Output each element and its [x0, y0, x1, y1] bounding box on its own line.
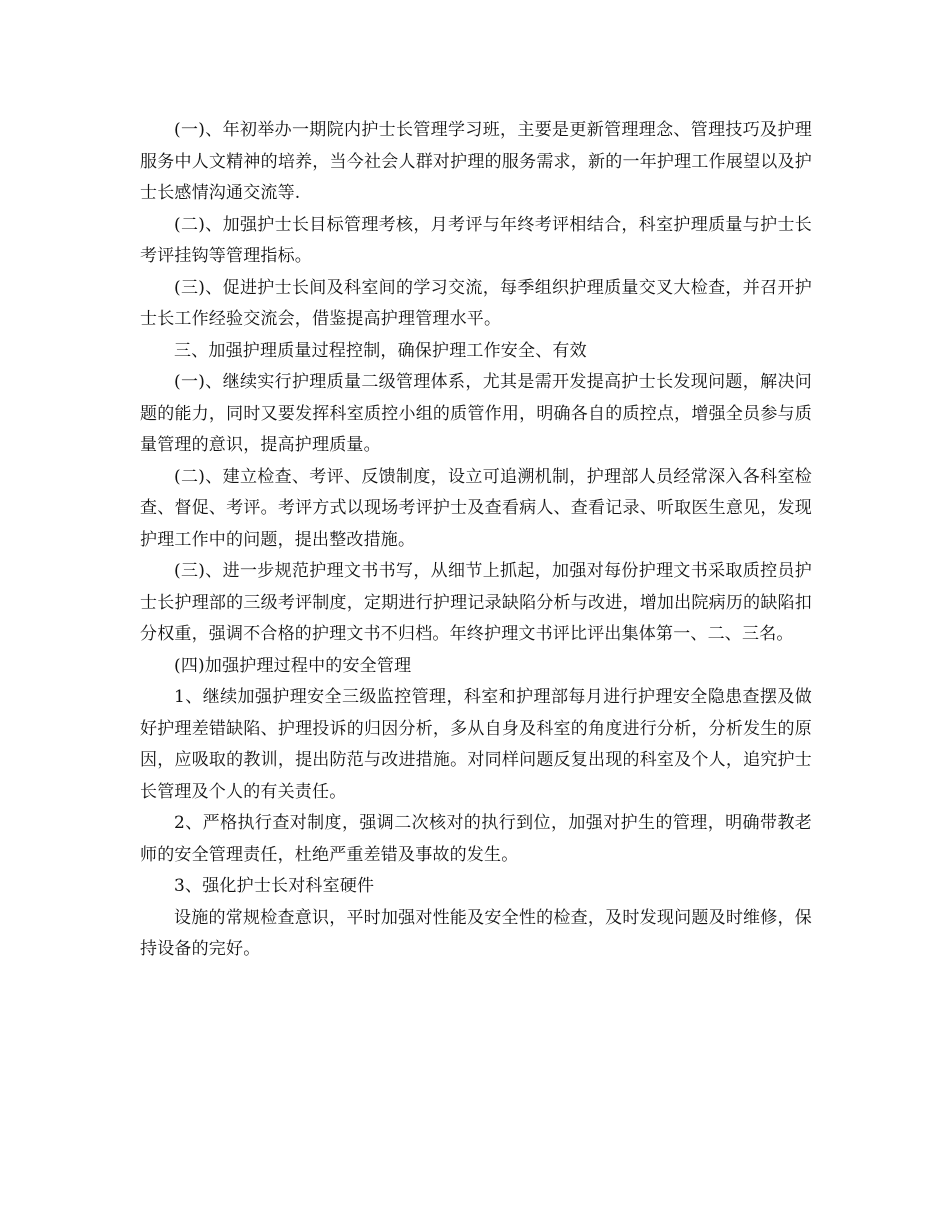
- paragraph-12: 设施的常规检查意识，平时加强对性能及安全性的检查，及时发现问题及时维修，保持设备的完好。: [140, 907, 812, 959]
- paragraph-3: (三)、促进护士长间及科室间的学习交流，每季组织护理质量交叉大检查，并召开护士长工作经验交流会，借鉴提高护理管理水平。: [140, 277, 812, 329]
- paragraph-2: (二)、加强护士长目标管理考核，月考评与年终考评相结合，科室护理质量与护士长考评挂钩等管理指标。: [140, 214, 812, 266]
- paragraph-9: 1、继续加强护理安全三级监控管理，科室和护理部每月进行护理安全隐患查摆及做好护理差错缺陷、护理投诉的归因分析，多从自身及科室的角度进行分析，分析发生的原因，应吸取的教训，提出防范与改进措施。对同样问题反复出现的科室及个人，追究护士长管理及个人的有关责任。: [140, 687, 812, 802]
- section-heading-3: 三、加强护理质量过程控制，确保护理工作安全、有效: [174, 340, 587, 361]
- paragraph-5: (一)、继续实行护理质量二级管理体系，尤其是需开发提高护士长发现问题，解决问题的能力，同时又要发挥科室质控小组的质管作用，明确各自的质控点，增强全员参与质量管理的意识，提高护理质量。: [140, 372, 812, 455]
- paragraph-10: 2、严格执行查对制度，强调二次核对的执行到位，加强对护生的管理，明确带教老师的安全管理责任，杜绝严重差错及事故的发生。: [140, 813, 812, 865]
- paragraph-6: (二)、建立检查、考评、反馈制度，设立可追溯机制，护理部人员经常深入各科室检查、督促、考评。考评方式以现场考评护士及查看病人、查看记录、听取医生意见，发现护理工作中的问题，提出整改措施。: [140, 466, 812, 550]
- paragraph-7: (三)、进一步规范护理文书书写，从细节上抓起，加强对每份护理文书采取质控员护士长护理部的三级考评制度，定期进行护理记录缺陷分析与改进，增加出院病历的缺陷扣分权重，强调不合格的护理文书不归档。年终护理文书评比评出集体第一、二、三名。: [140, 561, 812, 644]
- paragraph-1: (一)、年初举办一期院内护士长管理学习班，主要是更新管理理念、管理技巧及护理服务中人文精神的培养，当今社会人群对护理的服务需求，新的一年护理工作展望以及护士长感情沟通交流等.: [140, 120, 812, 203]
- document-body: [140, 115, 812, 966]
- paragraph-11: 3、强化护士长对科室硬件: [174, 876, 375, 896]
- subsection-heading-4: (四)加强护理过程中的安全管理: [174, 655, 412, 676]
